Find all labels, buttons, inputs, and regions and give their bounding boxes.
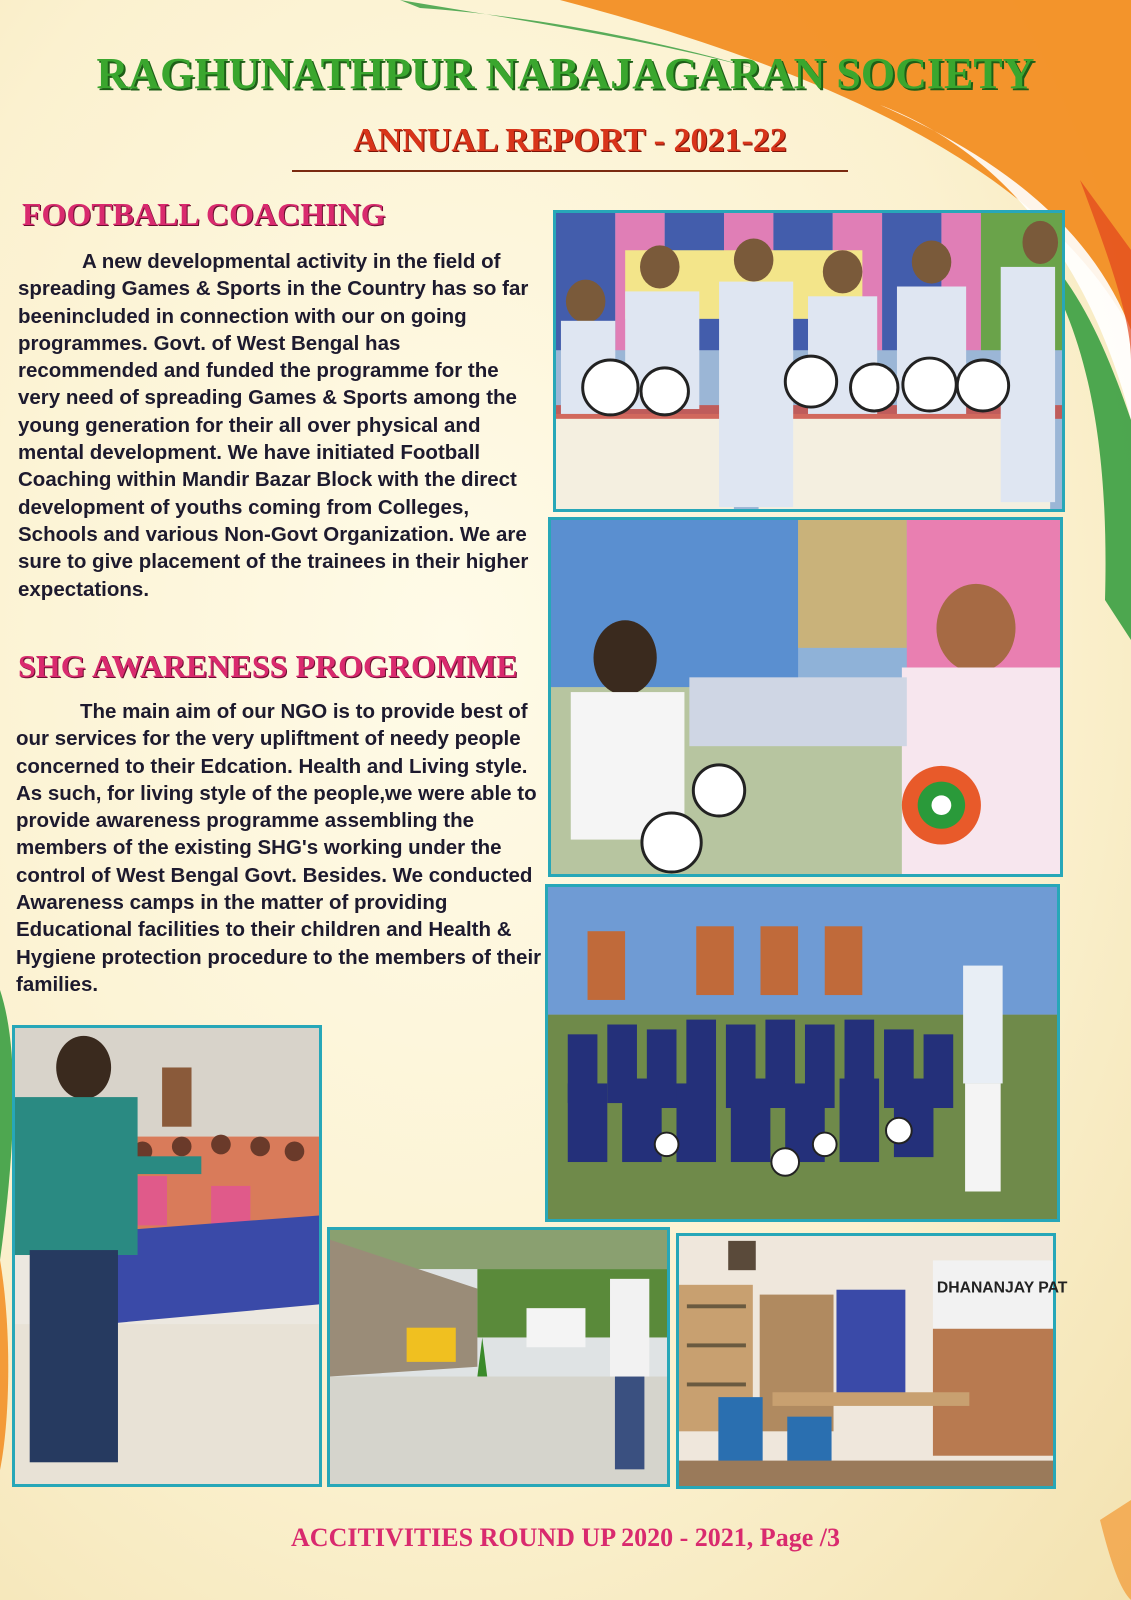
football-paragraph: A new developmental activity in the field of spreading Games & Sports in the Country has so far beenincluded in connection with our on going programmes. Govt. of West Bengal has recommended and funded the programme for the very need of spreading Games & Sports among the young generation for their all over physical and mental development. We have initiated Football Coaching within Mandir Bazar Block with the direct development of youths coming from Colleges, Schools and various Non-Govt Organization. We are sure to give placement of the trainees in their higher expectations. <box>18 250 529 601</box>
section-text-shg <box>16 698 546 998</box>
shg-meeting-image <box>15 1028 319 1484</box>
photo-office-room <box>676 1233 1068 1489</box>
section-heading-football: FOOTBALL COACHING <box>22 196 386 232</box>
page-footer: ACCITIVITIES ROUND UP 2020 - 2021, Page /3 <box>291 1523 840 1552</box>
photo-football-team <box>545 884 1060 1222</box>
team-photo-image <box>548 887 1057 1219</box>
shg-paragraph: The main aim of our NGO is to provide best of our services for the very upliftment of needy people concerned to their Edcation. Health and Living style. As such, for living style of the people,we were able to provide awareness programme assembling the members of the existing SHG's working under the control of West Bengal Govt. Besides. We conducted Awareness camps in the matter of providing Educational facilities to their children and Health & Hygiene protection procedure to the members of their families. <box>16 700 542 996</box>
photo-kit-distribution <box>548 517 1063 877</box>
page-subtitle: ANNUAL REPORT - 2021-22 <box>353 122 787 159</box>
page-title: RAGHUNATHPUR NABAJAGARAN SOCIETY <box>96 49 1035 98</box>
kit-distribution-image <box>551 520 1060 874</box>
section-text-football <box>18 248 546 603</box>
subtitle-underline <box>292 170 848 172</box>
photo-tree-plantation <box>327 1227 670 1487</box>
photo-shg-meeting <box>12 1025 322 1487</box>
office-sign-text: DHANANJAY PAT <box>936 1279 1068 1297</box>
ceremony-photo-image <box>556 213 1062 509</box>
tree-plantation-image <box>330 1230 667 1484</box>
section-heading-shg: SHG AWARENESS PROGROMME <box>18 648 518 684</box>
photo-football-ceremony <box>553 210 1065 512</box>
office-room-image <box>679 1236 1068 1486</box>
